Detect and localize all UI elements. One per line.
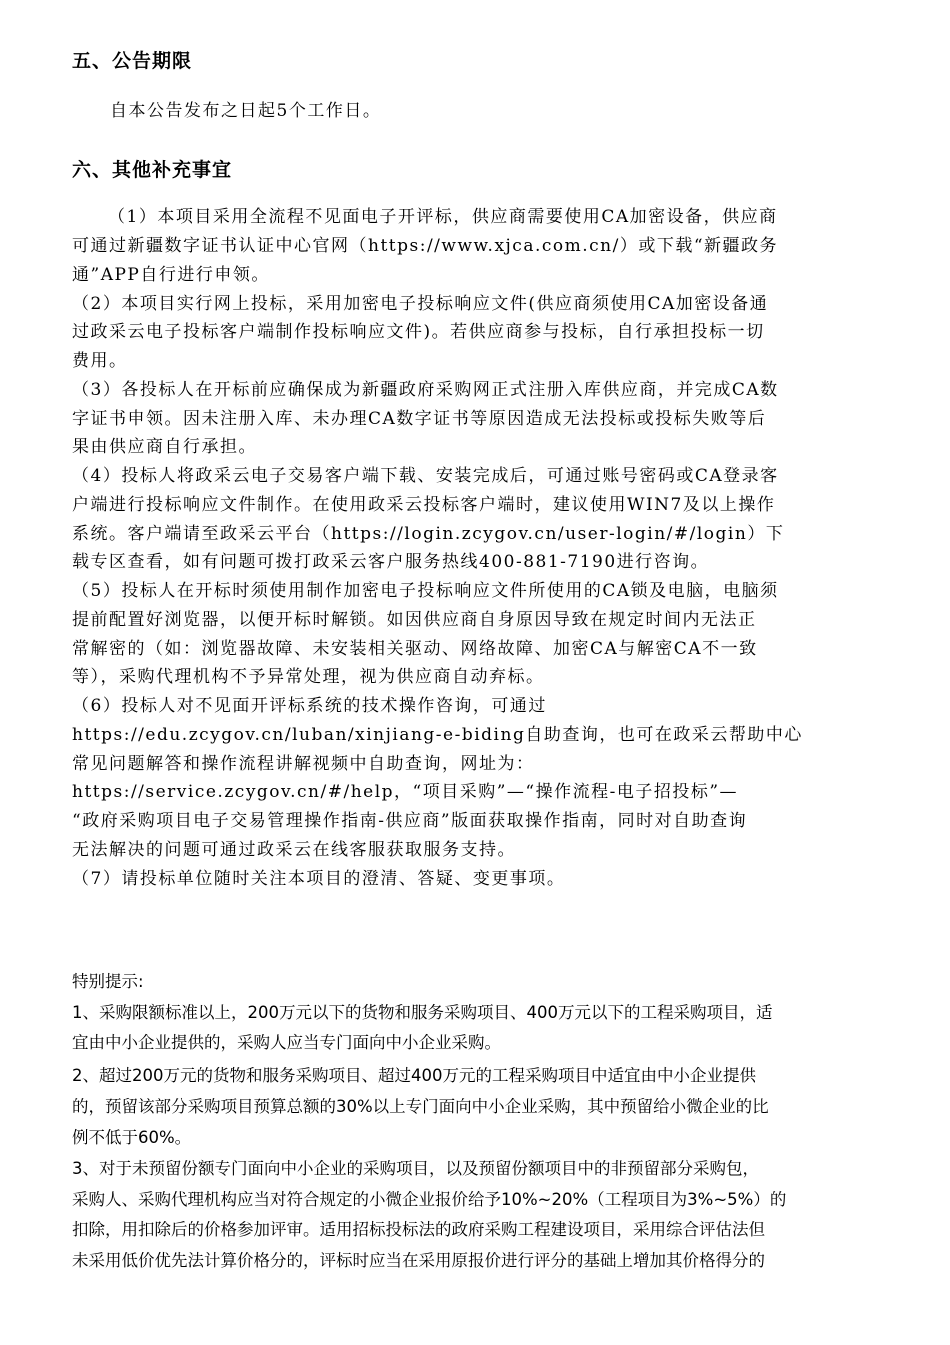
section-6-line: 无法解决的问题可通过政采云在线客服获取服务支持。 <box>72 840 516 860</box>
section-6-line: https://service.zcygov.cn/#/help，“项目采购”—“操作流程-电子招投标”— <box>72 782 739 802</box>
section-6-line: 果由供应商自行承担。 <box>72 437 257 457</box>
section-6-line: 过政采云电子投标客户端制作投标响应文件)。若供应商参与投标，自行承担投标一切 <box>72 322 765 342</box>
tips-line: 未采用低价优先法计算价格分的，评标时应当在采用原报价进行评分的基础上增加其价格得分的 <box>72 1251 765 1270</box>
section-6-line: 提前配置好浏览器，以便开标时解锁。如因供应商自身原因导致在规定时间内无法正 <box>72 610 757 630</box>
tips-line: 采购人、采购代理机构应当对符合规定的小微企业报价给予10%~20%（工程项目为3%~5%）的 <box>72 1190 787 1209</box>
section-5-text: 自本公告发布之日起5个工作日。 <box>110 101 382 121</box>
section-6-line: （7）请投标单位随时关注本项目的澄清、答疑、变更事项。 <box>72 869 566 889</box>
section-6-line: （6）投标人对不见面开评标系统的技术操作咨询，可通过 <box>72 696 547 716</box>
tips-line: 扣除，用扣除后的价格参加评审。适用招标投标法的政府采购工程建设项目，采用综合评估法但 <box>72 1220 765 1239</box>
section-6-line: 载专区查看，如有问题可拨打政采云客户服务热线400-881-7190进行咨询。 <box>72 552 710 572</box>
section-5-heading: 五、公告期限 <box>72 50 193 72</box>
tips-line: 1、采购限额标准以上，200万元以下的货物和服务采购项目、400万元以下的工程采购项目，适 <box>72 1003 773 1022</box>
section-6-heading: 六、其他补充事宜 <box>72 159 233 181</box>
section-6-line: 通”APP自行进行申领。 <box>72 265 270 285</box>
section-6-line: 常解密的（如：浏览器故障、未安装相关驱动、网络故障、加密CA与解密CA不一致 <box>72 639 758 659</box>
special-tips-heading: 特别提示: <box>72 972 144 991</box>
section-6-line: 系统。客户端请至政采云平台（https://login.zcygov.cn/user-login/#/login）下 <box>72 524 785 544</box>
section-6-line: 费用。 <box>72 351 128 371</box>
tips-line: 3、对于未预留份额专门面向中小企业的采购项目，以及预留份额项目中的非预留部分采购包， <box>72 1159 759 1178</box>
section-6-line: （4）投标人将政采云电子交易客户端下载、安装完成后，可通过账号密码或CA登录客 <box>72 466 779 486</box>
section-6-line: 常见问题解答和操作流程讲解视频中自助查询，网址为： <box>72 754 535 774</box>
tips-line: 的，预留该部分采购项目预算总额的30%以上专门面向中小企业采购，其中预留给小微企业的比 <box>72 1097 769 1116</box>
section-6-line: （1）本项目采用全流程不见面电子开评标，供应商需要使用CA加密设备，供应商 <box>108 207 778 227</box>
section-6-line: “政府采购项目电子交易管理操作指南-供应商”版面获取操作指南，同时对自助查询 <box>72 811 748 831</box>
section-6-line: 字证书申领。因未注册入库、未办理CA数字证书等原因造成无法投标或投标失败等后 <box>72 409 767 429</box>
section-6-line: （2）本项目实行网上投标，采用加密电子投标响应文件(供应商须使用CA加密设备通 <box>72 294 769 314</box>
tips-line: 例不低于60%。 <box>72 1128 192 1147</box>
section-6-line: （3）各投标人在开标前应确保成为新疆政府采购网正式注册入库供应商，并完成CA数 <box>72 380 779 400</box>
section-6-line: 可通过新疆数字证书认证中心官网（https://www.xjca.com.cn/）或下载“新疆政务 <box>72 236 779 256</box>
section-6-line: 等），采购代理机构不予异常处理，视为供应商自动弃标。 <box>72 667 545 687</box>
tips-line: 宜由中小企业提供的，采购人应当专门面向中小企业采购。 <box>72 1033 501 1052</box>
tips-line: 2、超过200万元的货物和服务采购项目、超过400万元的工程采购项目中适宜由中小企业提供 <box>72 1066 756 1085</box>
section-6-line: 户端进行投标响应文件制作。在使用政采云投标客户端时，建议使用WIN7及以上操作 <box>72 495 776 515</box>
section-6-line: https://edu.zcygov.cn/luban/xinjiang-e-biding自助查询，也可在政采云帮助中心 <box>72 725 803 745</box>
section-6-line: （5）投标人在开标时须使用制作加密电子投标响应文件所使用的CA锁及电脑，电脑须 <box>72 581 779 601</box>
